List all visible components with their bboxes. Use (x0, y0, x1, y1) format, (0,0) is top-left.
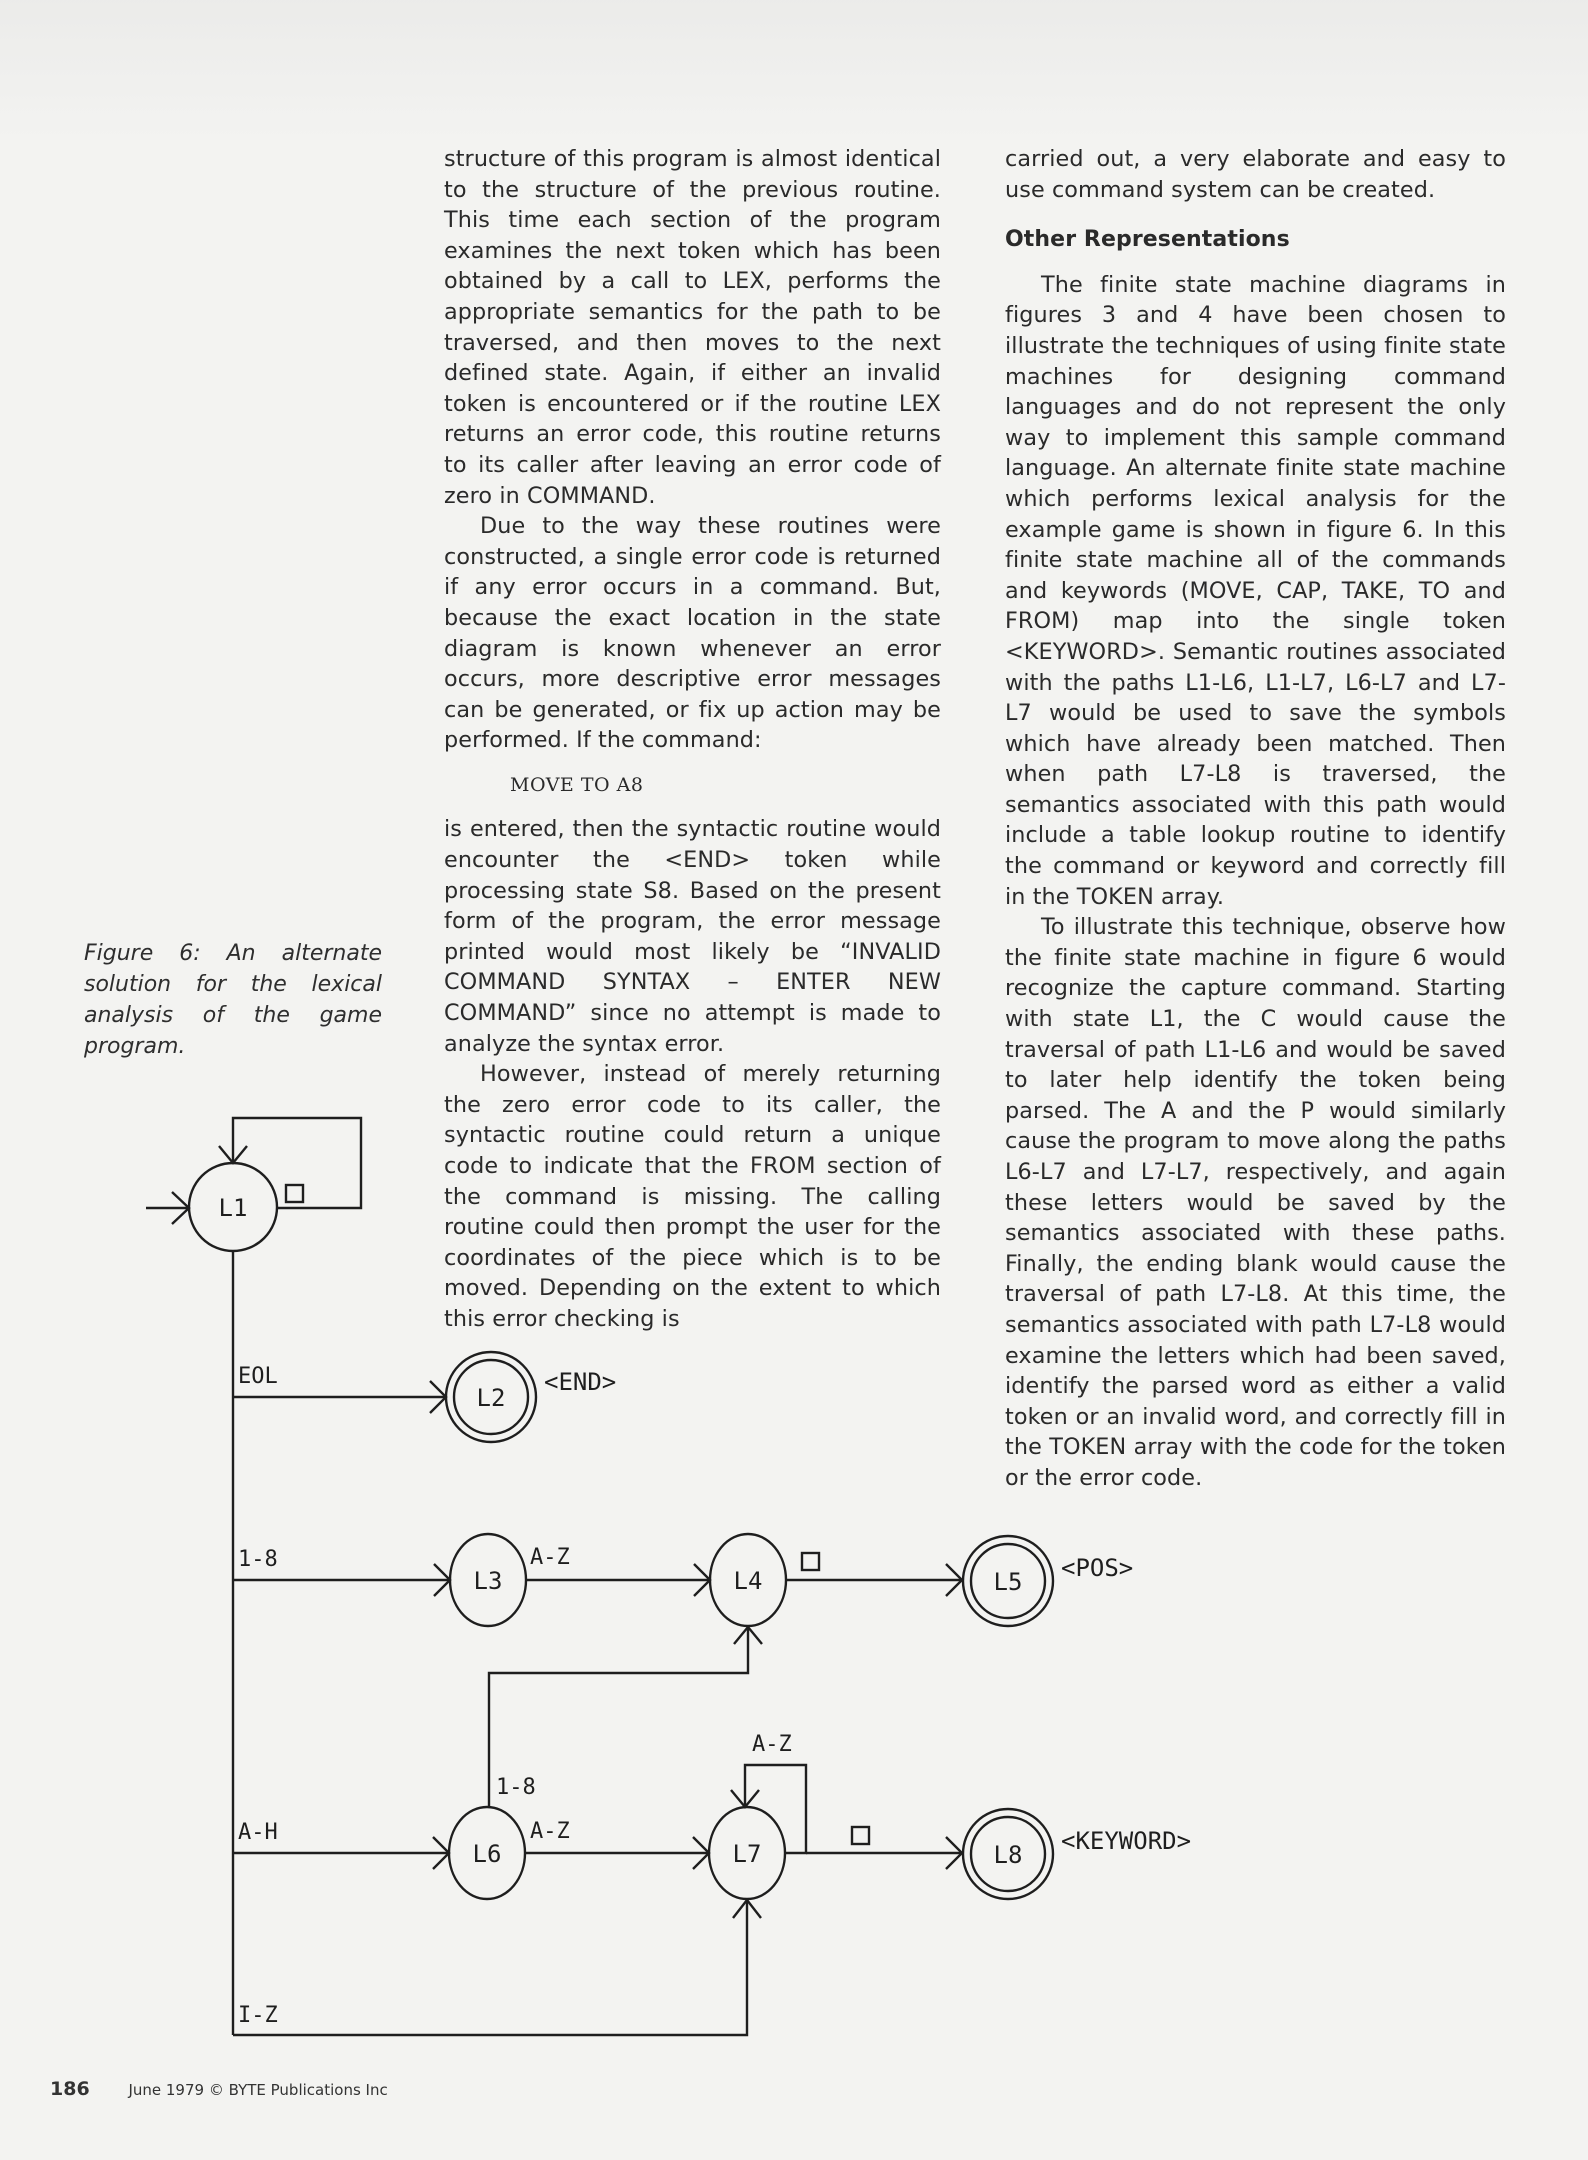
state-L3 (450, 1534, 526, 1626)
transition-L1-L2 (233, 1364, 446, 1413)
svg-text:1-8: 1-8 (238, 1547, 278, 1572)
svg-text:1-8: 1-8 (496, 1775, 536, 1800)
state-L5 (963, 1536, 1053, 1626)
svg-text:L5: L5 (993, 1568, 1023, 1596)
state-label: L1 (218, 1194, 248, 1222)
state-L2 (446, 1352, 536, 1442)
state-L4 (710, 1534, 786, 1626)
paragraph: To illustrate this technique, observe how the finite state machine in figure 6 would recognize the capture command. Starting with state L1, the C would cause the traversal of path L1-L6 and would be saved to later help identify the token being parsed. The A and the P would similarly cause the program to move along the paths L6-L7 and L7-L7, respectively, and again these letters would be saved by the semantics associated with these paths. Finally, the ending blank would cause the traversal of path L7-L8. At this time, the semantics associated with path L7-L8 would examine the letters which had been saved, identify the parsed word as either a valid token or an invalid word, and correctly fill in the TOKEN array with the code for the token or the error code. (1005, 914, 1506, 1491)
svg-text:L6: L6 (472, 1840, 502, 1868)
transition-L6-L7 (525, 1819, 709, 1869)
article-column-right (1005, 144, 1506, 1494)
accepting-token-label: <KEYWORD> (1061, 1827, 1192, 1855)
svg-text:A-Z: A-Z (752, 1732, 792, 1757)
page-footer (50, 2078, 388, 2100)
accepting-token-label: <POS> (1061, 1554, 1134, 1582)
state-L8 (963, 1809, 1053, 1899)
start-arrow (146, 1192, 189, 1224)
publication-credit: June 1979 © BYTE Publications Inc (128, 2081, 388, 2099)
state-L1 (189, 1163, 277, 1251)
transition-L1-L6 (233, 1820, 449, 1869)
transition-L1-L3 (233, 1547, 450, 1596)
svg-text:I-Z: I-Z (238, 2003, 278, 2028)
paragraph: However, instead of merely returning the zero error code to its caller, the syntactic routine could return a unique code to indicate that the FROM section of the command is missing. The calling routine could then prompt the user for the coordinates of the piece which is to be moved. Depending on the extent to which this error checking is (444, 1061, 941, 1332)
transition-L1-L1 (219, 1118, 361, 1208)
blank-symbol-icon (286, 1185, 303, 1202)
paragraph: Due to the way these routines were constructed, a single error code is returned if any error occurs in a command. But, because the exact location in the state diagram is known whenever an error occurs, more descriptive error messages can be generated, or fix up action may be performed. If the command: (444, 513, 941, 754)
page-bleed-through (0, 0, 1588, 140)
section-heading: Other Representations (1005, 227, 1290, 253)
page-number: 186 (50, 2078, 90, 2100)
state-L6 (449, 1807, 525, 1899)
paragraph: structure of this program is almost identical to the structure of the previous routine. This time each section of the program examines the next token which has been obtained by a call to LEX, performs the appropriate semantics for the path to be traversed, and then moves to the next defined state. Again, if either an invalid token is encountered or if the routine LEX returns an error code, this routine returns to its caller after leaving an error code of zero in COMMAND. (444, 146, 941, 509)
svg-text:L8: L8 (993, 1841, 1023, 1869)
command-example: MOVE TO A8 (510, 773, 644, 796)
figure-caption: Figure 6: An alternate solution for the lexical analysis of the game program. (84, 941, 382, 1059)
transition-L6-L4 (489, 1627, 762, 1807)
svg-text:A-Z: A-Z (530, 1545, 570, 1570)
svg-text:EOL: EOL (238, 1364, 278, 1389)
svg-text:A-Z: A-Z (530, 1819, 570, 1844)
svg-text:A-H: A-H (238, 1820, 278, 1845)
svg-text:L7: L7 (732, 1840, 762, 1868)
transition-L4-L5 (786, 1553, 962, 1596)
state-L7 (709, 1807, 785, 1899)
svg-text:L2: L2 (476, 1384, 506, 1412)
paragraph: carried out, a very elaborate and easy to use command system can be created. (1005, 146, 1506, 203)
transition-L3-L4 (526, 1545, 710, 1596)
transition-L1-L7 (233, 1900, 761, 2035)
transition-L7-L7 (731, 1732, 806, 1853)
blank-symbol-icon (802, 1553, 819, 1570)
transition-L7-L8 (806, 1827, 962, 1869)
article-column-middle (444, 144, 941, 1335)
paragraph: is entered, then the syntactic routine would encounter the <END> token while processing state S8. Based on the present form of the program, the error message printed would most likely be “INVALID COMMAND SYNTAX – ENTER NEW COMMAND” since no attempt is made to analyze the syntax error. (444, 816, 941, 1057)
svg-text:L4: L4 (733, 1567, 763, 1595)
svg-text:L3: L3 (473, 1567, 503, 1595)
paragraph: The finite state machine diagrams in figures 3 and 4 have been chosen to illustrate the techniques of using finite state machines for designing command languages and do not represent the only way to implement this sample command language. An alternate finite state machine which performs lexical analysis for the example game is shown in figure 6. In this finite state machine all of the commands and keywords (MOVE, CAP, TAKE, TO and FROM) map into the single token <KEYWORD>. Semantic routines associated with the paths L1-L6, L1-L7, L6-L7 and L7-L7 would be used to save the symbols which have already been matched. Then when path L7-L8 is traversed, the semantics associated with this path would include a table lookup routine to identify the command or keyword and correctly fill in the TOKEN array. (1005, 271, 1506, 910)
blank-symbol-icon (852, 1827, 869, 1844)
accepting-token-label: <END> (544, 1368, 617, 1396)
